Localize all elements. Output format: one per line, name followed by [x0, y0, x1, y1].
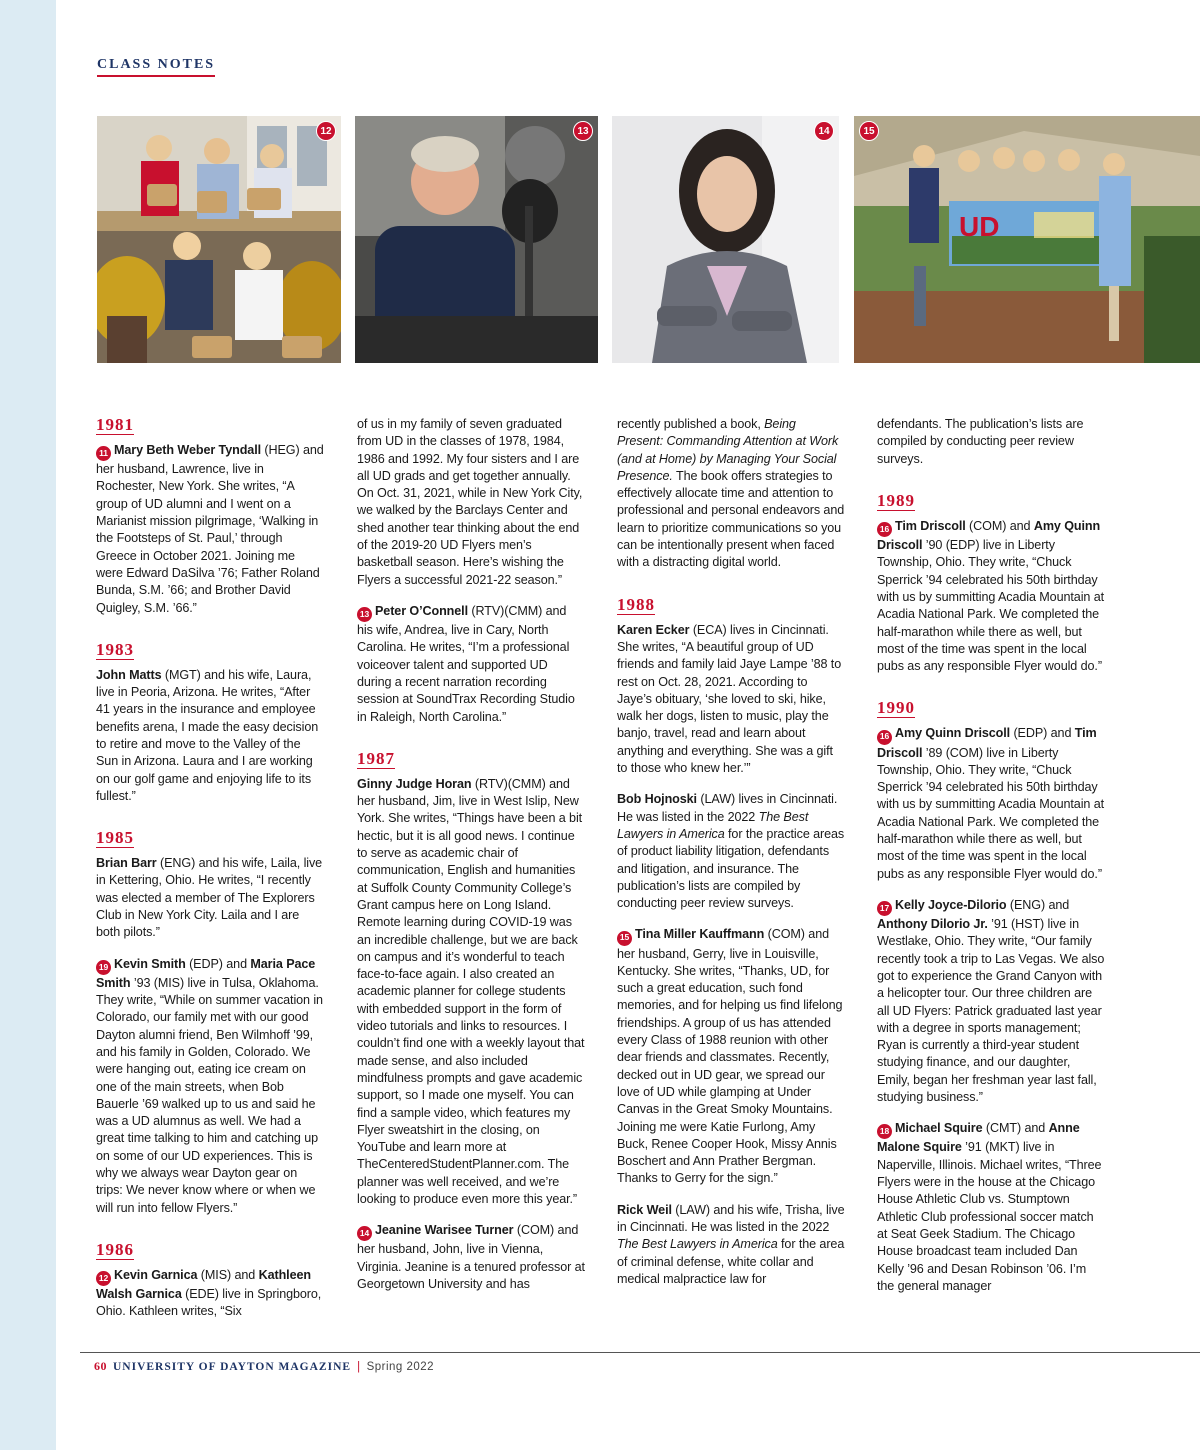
note-number: 12	[96, 1271, 111, 1286]
magazine-title: UNIVERSITY OF DAYTON MAGAZINE	[113, 1360, 352, 1373]
note-text: (EDP) and	[185, 956, 251, 971]
note-text: defendants. The publication’s lists are compiled by conducting peer review surveys.	[877, 417, 1084, 466]
note-number: 17	[877, 901, 892, 916]
alumni-name: Kevin Smith	[114, 956, 186, 971]
note-text: (LAW) and his wife, Trisha, live in Cincinnati. He was listed in the 2022	[617, 1202, 845, 1235]
note-text: recently published a book,	[617, 417, 765, 431]
note-text: ’91 (HST) live in Westlake, Ohio. They write, “Our family recently took a trip to Las Vegas. We also got to experience the Grand Canyon with a helicopter tour. Our three children are all UD Flyers: Patrick graduated last year with a degree in sports management; Ryan is currently a third-year student studying finance, and our daughter, Emily, began her freshman year last fall, studying business.”	[877, 917, 1105, 1105]
note-text: (LAW) lives in Cincinnati. He was listed in the 2022	[617, 792, 838, 824]
note-text: (ECA) lives in Cincinnati. She writes, “A beautiful group of UD friends and family laid Jaye Lampe ’88 to rest on Oct. 28, 2021. According to Jaye’s obituary, ‘she loved to ski, hike, walk her dogs, listen to music, play the banjo, travel, read and learn about anything and everything. She was a gift to those who knew her.’”	[617, 622, 842, 776]
note-text: (RTV)(CMM) and her husband, Jim, live in West Islip, New York. She writes, “Things have been a bit hectic, but it is all good news. I continue to serve as academic chair of communication, English and humanities at Suffolk County Community College’s Grant campus here on Long Island. Remote learning during COVID-19 was an incredible challenge, but we are back on campus and it’s wonderful to teach face-to-face again. I also created an academic planner for college students with embedded support in the form of video tutorials and links to resources. I couldn’t find one with a weekly layout that made sense, and also included mindfulness prompts and gave academic support, so I made one myself. You can find a sample video, which features my Flyer sweatshirt in the closing, on YouTube and learn more at TheCenteredStudentPlanner.com. The planner was well received, and we’re looking to produce even more this year.”	[357, 776, 585, 1207]
year-heading: 1989	[877, 490, 915, 510]
class-note	[96, 667, 324, 805]
note-number: 13	[357, 607, 372, 622]
note-number: 19	[96, 960, 111, 975]
year-heading: 1985	[96, 828, 134, 848]
publication-title: The Best Lawyers in America	[617, 809, 809, 841]
footer-rule	[80, 1352, 1200, 1353]
note-number: 15	[617, 931, 632, 946]
note-text: ’90 (EDP) live in Liberty Township, Ohio. They write, “Chuck Sperrick ’94 celebrated his 50th birthday with us by summitting Acadia Mountain at Acadia National Park. We completed the half-marathon while there as well, but most of the time was spent in the local pubs as any responsible Flyer would do.”	[877, 538, 1104, 674]
year-heading: 1990	[877, 698, 915, 718]
alumni-name: Anthony Dilorio Jr.	[877, 917, 988, 932]
year-heading: 1987	[357, 748, 395, 768]
photo-badge: 12	[316, 121, 336, 141]
class-note	[617, 1202, 845, 1288]
note-number: 18	[877, 1124, 892, 1139]
issue-date: Spring 2022	[366, 1360, 435, 1373]
note-text: (COM) and her husband, John, live in Vienna, Virginia. Jeanine is a tenured professor at Georgetown University and has	[357, 1223, 585, 1292]
note-text: (ENG) and his wife, Laila, live in Kettering, Ohio. He writes, “I recently was elected a member of The Explorers Club in New York City. Laila and I are both pilots.”	[96, 856, 323, 940]
alumni-name: Amy Quinn Driscoll	[895, 726, 1011, 741]
note-text: (RTV)(CMM) and his wife, Andrea, live in Cary, North Carolina. He writes, “I’m a professional voiceover talent and supported UD during a recent narration recording session at SoundTrax Recording Studio in Raleigh, North Carolina.”	[357, 603, 575, 724]
class-note	[96, 855, 324, 941]
alumni-name: Peter O’Connell	[375, 603, 468, 618]
svg-text:UD: UD	[959, 211, 1000, 242]
note-text: ’93 (MIS) live in Tulsa, Oklahoma. They write, “While on summer vacation in Colorado, our family met with our good Dayton alumni friend, Ben Wilmhoff ’99, and his family in Golden, Colorado. We were hanging out, eating ice cream on one of the main streets, when Bob Bauerle ’69 walked up to us and said he was a UD alumnus as well. We had a great time talking to him and catching up on some of our UD experiences. This is why we always wear Dayton gear on trips: We never know where or when we will run into fellow Flyers.”	[96, 975, 323, 1215]
class-note	[357, 1222, 585, 1293]
note-text: for the practice areas of product liability litigation, defendants and litigation, and insurance. The publication’s lists are compiled by conducting peer review surveys.	[617, 826, 845, 911]
column-4	[877, 416, 1105, 1309]
note-text: (CMT) and	[982, 1121, 1049, 1136]
alumni-name: Michael Squire	[895, 1121, 983, 1136]
alumni-name: John Matts	[96, 667, 162, 682]
class-note	[617, 416, 845, 572]
side-color-strip	[0, 0, 56, 1450]
class-note	[877, 897, 1105, 1106]
note-text: ’89 (COM) live in Liberty Township, Ohio. They write, “Chuck Sperrick ’94 celebrated his 50th birthday with us by summitting Acadia Mountain at Acadia National Park. We completed the half-marathon while there as well, but most of the time was spent in the local pubs as any responsible Flyer would do.”	[877, 745, 1104, 881]
class-note	[617, 926, 845, 1187]
class-note	[877, 725, 1105, 883]
alumni-name: Tim Driscoll	[877, 726, 1097, 760]
section-label: CLASS NOTES	[97, 57, 215, 77]
photo-14	[612, 116, 839, 363]
note-number: 16	[877, 522, 892, 537]
class-note	[357, 416, 585, 589]
class-note	[877, 1120, 1105, 1295]
note-text: (HEG) and her husband, Lawrence, live in Rochester, New York. She writes, “A group of UD alumni and I went on a Marianist mission pilgrimage, ‘Walking in the Footsteps of St. Paul,’ through Greece in October 2021. Joining me were Edward DaSilva ’76; Father Roland Bunda, S.M. ’66; and Brother David Quigley, S.M. ’66.”	[96, 443, 324, 615]
photo-13	[355, 116, 598, 363]
book-title: Being Present: Commanding Attention at Work (and at Home) by Managing Your Social Presence.	[617, 417, 839, 483]
photo-badge: 14	[814, 121, 834, 141]
class-note	[357, 603, 585, 726]
alumni-name: Karen Ecker	[617, 622, 690, 637]
column-3	[617, 416, 845, 1302]
photo-badge: 15	[859, 121, 879, 141]
publication-title: The Best Lawyers in America	[617, 1237, 778, 1252]
class-note	[617, 791, 845, 912]
page-number: 60	[94, 1359, 107, 1373]
alumni-name: Kathleen Walsh Garnica	[96, 1267, 311, 1302]
note-text: (MGT) and his wife, Laura, live in Peoria, Arizona. He writes, “After 41 years in the insurance and employee benefits arena, I made the easy decision to retire and move to the Valley of the Sun in Arizona. Laura and I are working on our golf game and enjoying life to its fullest.”	[96, 667, 319, 803]
class-note	[96, 442, 324, 617]
year-heading: 1981	[96, 415, 134, 434]
class-note	[617, 622, 845, 778]
class-note	[96, 956, 324, 1217]
alumni-name: Amy Quinn Driscoll	[877, 518, 1101, 553]
photo-12	[97, 116, 341, 363]
class-note	[96, 1267, 324, 1321]
photo-15	[854, 116, 1200, 363]
alumni-name: Anne Malone Squire	[877, 1121, 1080, 1155]
alumni-name: Kevin Garnica	[114, 1267, 198, 1282]
alumni-name: Rick Weil	[617, 1202, 672, 1217]
alumni-name: Jeanine Warisee Turner	[375, 1223, 514, 1238]
note-number: 14	[357, 1226, 372, 1241]
note-text: ’91 (MKT) live in Naperville, Illinois. Michael writes, “Three Flyers were in the house at the Chicago House Athletic Club vs. Stumptown Athletic Club professional soccer match at Seat Geek Stadium. The Chicago House broadcast team included Dan Kelly ’96 and Desan Robinson ’06. I’m the general manager	[877, 1140, 1102, 1293]
note-text: (EDE) live in Springboro, Ohio. Kathleen writes, “Six	[96, 1287, 322, 1319]
alumni-name: Brian Barr	[96, 856, 157, 871]
note-text: (ENG) and	[1006, 897, 1070, 912]
alumni-name: Bob Hojnoski	[617, 792, 697, 807]
footer	[94, 1359, 434, 1374]
note-number: 11	[96, 446, 111, 461]
alumni-name: Ginny Judge Horan	[357, 776, 472, 791]
note-text: (EDP) and	[1010, 726, 1075, 741]
note-text: (COM) and her husband, Gerry, live in Louisville, Kentucky. She writes, “Thanks, UD, for such a great education, such fond memories, and for helping us find lifelong friendships. A group of us has attended every Class of 1988 reunion with other dear friends and classmates. Recently, decked out in UD gear, we spread our love of UD while glamping at Under Canvas in the Great Smoky Mountains. Joining me were Katie Furlong, Amy Buck, Renee Cooper Hook, Missy Annis Boschert and Ann Prather Bergman. Thanks to Gerry for the sign.”	[617, 927, 843, 1186]
alumni-name: Tina Miller Kauffmann	[635, 927, 765, 942]
class-note	[877, 416, 1105, 468]
photo-badge: 13	[573, 121, 593, 141]
class-note	[877, 518, 1105, 676]
year-heading: 1988	[617, 594, 655, 614]
year-heading: 1983	[96, 639, 134, 659]
year-heading: 1986	[96, 1239, 134, 1259]
column-1	[96, 416, 324, 1335]
footer-separator: |	[357, 1360, 361, 1373]
class-note	[357, 776, 585, 1208]
note-text: of us in my family of seven graduated from UD in the classes of 1978, 1984, 1986 and 1992. My four sisters and I are all UD grads and get together annually. On Oct. 31, 2021, while in New York City, we walked by the Barclays Center and shed another tear thinking about the end of the 2019-20 UD Flyers men’s basketball season. Here’s wishing the Flyers a successful 2021-22 season.”	[357, 417, 583, 587]
column-2	[357, 416, 585, 1307]
note-text: for the area of criminal defense, white collar and medical malpractice law for	[617, 1237, 845, 1286]
note-text: (MIS) and	[197, 1267, 259, 1282]
alumni-name: Tim Driscoll	[895, 518, 966, 533]
note-text: The book offers strategies to effectively allocate time and attention to professional and personal endeavors and learn to prioritize communications so you can be intentionally present when faced with a distracting digital world.	[617, 468, 845, 570]
alumni-name: Maria Pace Smith	[96, 956, 316, 990]
note-text: (COM) and	[965, 518, 1034, 533]
note-number: 16	[877, 730, 892, 745]
alumni-name: Kelly Joyce-Dilorio	[895, 897, 1007, 912]
alumni-name: Mary Beth Weber Tyndall	[114, 443, 261, 457]
